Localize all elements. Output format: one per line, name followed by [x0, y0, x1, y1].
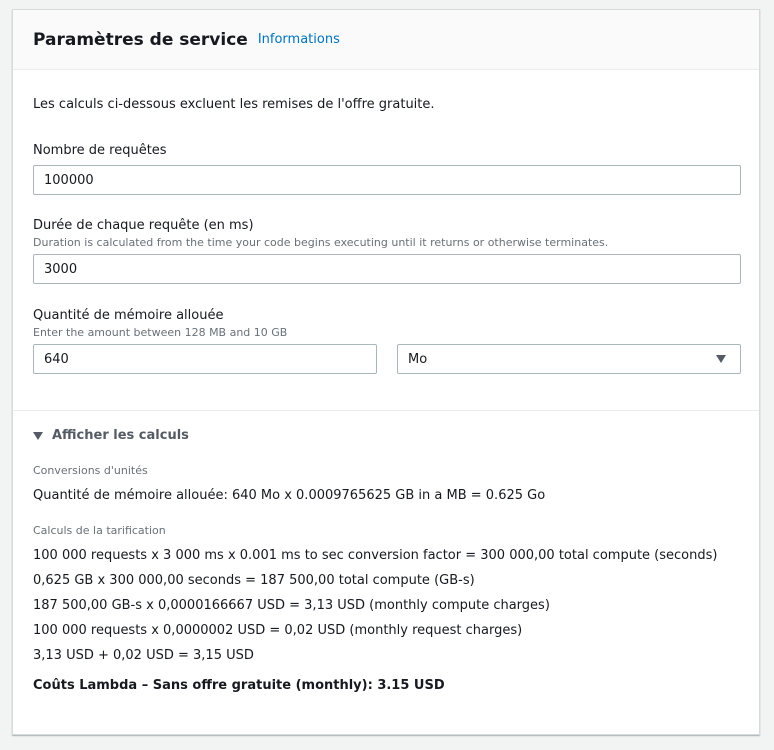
show-calculations-toggle[interactable]: [33, 428, 189, 443]
requests-field: [33, 143, 741, 195]
duration-input[interactable]: 3000: [33, 254, 741, 284]
pricing-line: 187 500,00 GB-s x 0,0000166667 USD = 3,13 USD (monthly compute charges): [33, 598, 550, 613]
section-divider: [13, 410, 759, 411]
panel-title: Paramètres de service: [33, 29, 248, 50]
intro-text: Les calculs ci-dessous excluent les remises de l'offre gratuite.: [33, 97, 435, 112]
requests-input[interactable]: 100000: [33, 165, 741, 195]
memory-description: Enter the amount between 128 MB and 10 GB: [33, 326, 288, 339]
memory-label: Quantité de mémoire allouée: [33, 308, 224, 323]
service-settings-panel: [12, 9, 760, 735]
memory-unit-value: Mo: [408, 351, 428, 367]
show-calculations-label: Afficher les calculs: [52, 428, 189, 443]
memory-field: [33, 308, 741, 374]
memory-input[interactable]: 640: [33, 344, 377, 374]
pricing-line: 100 000 requests x 3 000 ms x 0.001 ms to sec conversion factor = 300 000,00 total compute (seconds): [33, 548, 718, 563]
panel-header: [13, 10, 759, 70]
caret-down-icon: [33, 432, 43, 440]
pricing-line: 0,625 GB x 300 000,00 seconds = 187 500,00 total compute (GB-s): [33, 573, 475, 588]
duration-label: Durée de chaque requête (en ms): [33, 218, 254, 233]
pricing-line: 100 000 requests x 0,0000002 USD = 0,02 USD (monthly request charges): [33, 623, 523, 638]
chevron-down-icon: [716, 355, 726, 363]
pricing-line: 3,13 USD + 0,02 USD = 3,15 USD: [33, 648, 254, 663]
total-cost: Coûts Lambda – Sans offre gratuite (monthly): 3.15 USD: [33, 678, 445, 693]
duration-description: Duration is calculated from the time your code begins executing until it returns or otherwise terminates.: [33, 236, 609, 249]
duration-field: [33, 218, 741, 284]
pricing-calculations-title: Calculs de la tarification: [33, 524, 166, 537]
requests-label: Nombre de requêtes: [33, 143, 167, 158]
unit-conversion-line: Quantité de mémoire allouée: 640 Mo x 0.0009765625 GB in a MB = 0.625 Go: [33, 488, 546, 503]
unit-conversions-title: Conversions d'unités: [33, 464, 148, 477]
memory-unit-select[interactable]: [397, 344, 741, 374]
info-link[interactable]: Informations: [257, 32, 340, 47]
